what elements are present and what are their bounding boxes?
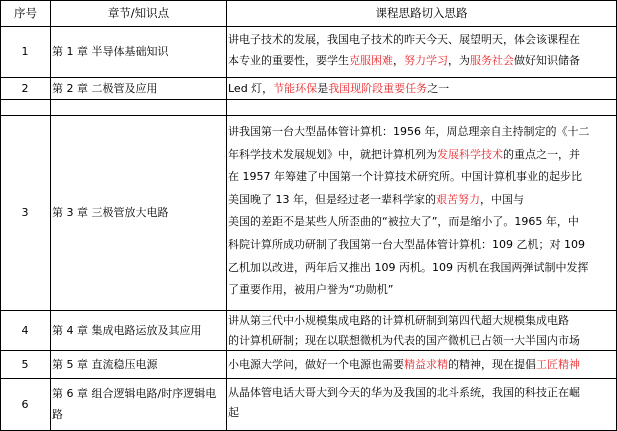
row-divider xyxy=(0,99,617,100)
highlight-text: 服务社会 xyxy=(470,53,514,67)
row-6-idea xyxy=(228,383,615,429)
header-idea: 课程思路切入思路 xyxy=(375,6,468,20)
idea-text: ，为 xyxy=(448,53,470,67)
idea-line xyxy=(228,234,615,257)
header-seq: 序号 xyxy=(14,6,37,20)
row-6-seq: 6 xyxy=(21,398,29,411)
idea-text: 年科学技术发展规划》中，就把计算机列为 xyxy=(228,147,437,161)
idea-text: ， xyxy=(393,53,404,67)
header-chapter: 章节/知识点 xyxy=(107,6,170,20)
idea-line xyxy=(228,30,615,51)
highlight-text: 精益求精 xyxy=(404,358,448,371)
row-5-idea xyxy=(228,351,615,378)
idea-text: 的精神，现在提倡 xyxy=(448,358,536,371)
highlight-text: 节能环保 xyxy=(273,82,318,95)
row-4-seq: 4 xyxy=(21,324,29,337)
highlight-text: 克服困难 xyxy=(349,53,393,67)
row-3-seq: 3 xyxy=(21,206,29,219)
row-divider xyxy=(0,378,617,379)
row-3-idea xyxy=(228,121,615,309)
idea-line xyxy=(228,189,615,212)
row-1-idea xyxy=(228,30,615,76)
highlight-text: 艰苦努力 xyxy=(436,192,480,206)
row-5-seq: 5 xyxy=(21,358,29,371)
idea-text: 讲电子技术的发展，我国电子技术的昨天今天、展望明天，体会该课程在 xyxy=(228,33,580,46)
idea-line xyxy=(228,351,615,378)
idea-text: 讲我国第一台大型晶体管计算机：1956 年，周总理亲自主持制定的《十二 xyxy=(228,125,590,138)
idea-text: 在 1957 年筹建了中国第一个计算技术研究所。中国计算机事业的起步比 xyxy=(228,170,582,184)
idea-line xyxy=(228,383,615,403)
idea-text: 讲从第三代中小规模集成电路的计算机研制到第四代超大规模集成电路 xyxy=(228,314,569,327)
idea-text: Led 灯， xyxy=(228,82,274,95)
idea-line xyxy=(228,211,615,234)
row-3-chapter: 第 3 章 三极管放大电路 xyxy=(52,206,169,219)
idea-text: 美国的差距不是某些人所歪曲的“被拉大了”，而是缩小了。1965 年，中 xyxy=(228,215,579,229)
idea-line xyxy=(228,51,615,72)
idea-line xyxy=(228,331,615,351)
row-2-idea xyxy=(228,78,615,99)
idea-text: 起 xyxy=(228,406,239,419)
idea-line xyxy=(228,279,615,302)
idea-text: 美国晚了 13 年，但是经过老一辈科学家的 xyxy=(228,192,436,206)
row-6-chapter: 第 6 章 组合逻辑电路/时序逻辑电路 xyxy=(52,387,217,421)
row-1-seq: 1 xyxy=(21,45,29,58)
row-2-chapter: 第 2 章 二极管及应用 xyxy=(52,82,158,95)
row-2-seq: 2 xyxy=(21,82,29,95)
row-4-chapter: 第 4 章 集成电路运放及其应用 xyxy=(52,324,202,337)
idea-line xyxy=(228,144,615,167)
row-1-chapter: 第 1 章 半导体基础知识 xyxy=(52,45,169,58)
idea-text: 本专业的重要性，要学生 xyxy=(228,53,349,67)
row-5-chapter: 第 5 章 直流稳压电源 xyxy=(52,358,158,371)
idea-text: 科院计算所成功研制了我国第一台大型晶体管计算机：109 乙机；对 109 xyxy=(228,237,585,251)
idea-text: 做好知识储备 xyxy=(514,53,580,67)
idea-text: 之一 xyxy=(427,82,450,95)
idea-text: 从晶体管电话大哥大到今天的华为及我国的北斗系统，我国的科技正在崛 xyxy=(228,386,580,399)
row-4-idea xyxy=(228,311,615,350)
table-border-top xyxy=(0,0,617,1)
idea-text: 是 xyxy=(317,82,329,95)
idea-line xyxy=(228,403,615,423)
highlight-text: 发展科学技术 xyxy=(437,147,503,161)
idea-text: ，中国与 xyxy=(480,192,524,206)
idea-text: 的重点之一，并 xyxy=(503,147,580,161)
highlight-text: 努力学习 xyxy=(404,53,448,67)
column-divider xyxy=(226,0,227,431)
idea-line xyxy=(228,121,615,144)
idea-text: 小电源大学问，做好一个电源也需要 xyxy=(228,358,404,371)
idea-text: 了重要作用，被用户誉为“功勋机” xyxy=(228,283,394,297)
idea-line xyxy=(228,166,615,189)
idea-line xyxy=(228,257,615,280)
highlight-text: 工匠精神 xyxy=(536,358,580,371)
highlight-text: 我国现阶段重要任务 xyxy=(328,82,428,95)
idea-line xyxy=(228,78,615,99)
idea-line xyxy=(228,311,615,331)
idea-text: 乙机加以改进，两年后又推出 109 丙机。109 丙机在我国两弹试制中发挥 xyxy=(228,260,589,274)
idea-text: 的计算机研制；现在以联想微机为代表的国产微机已占领一大半国内市场 xyxy=(228,333,580,347)
